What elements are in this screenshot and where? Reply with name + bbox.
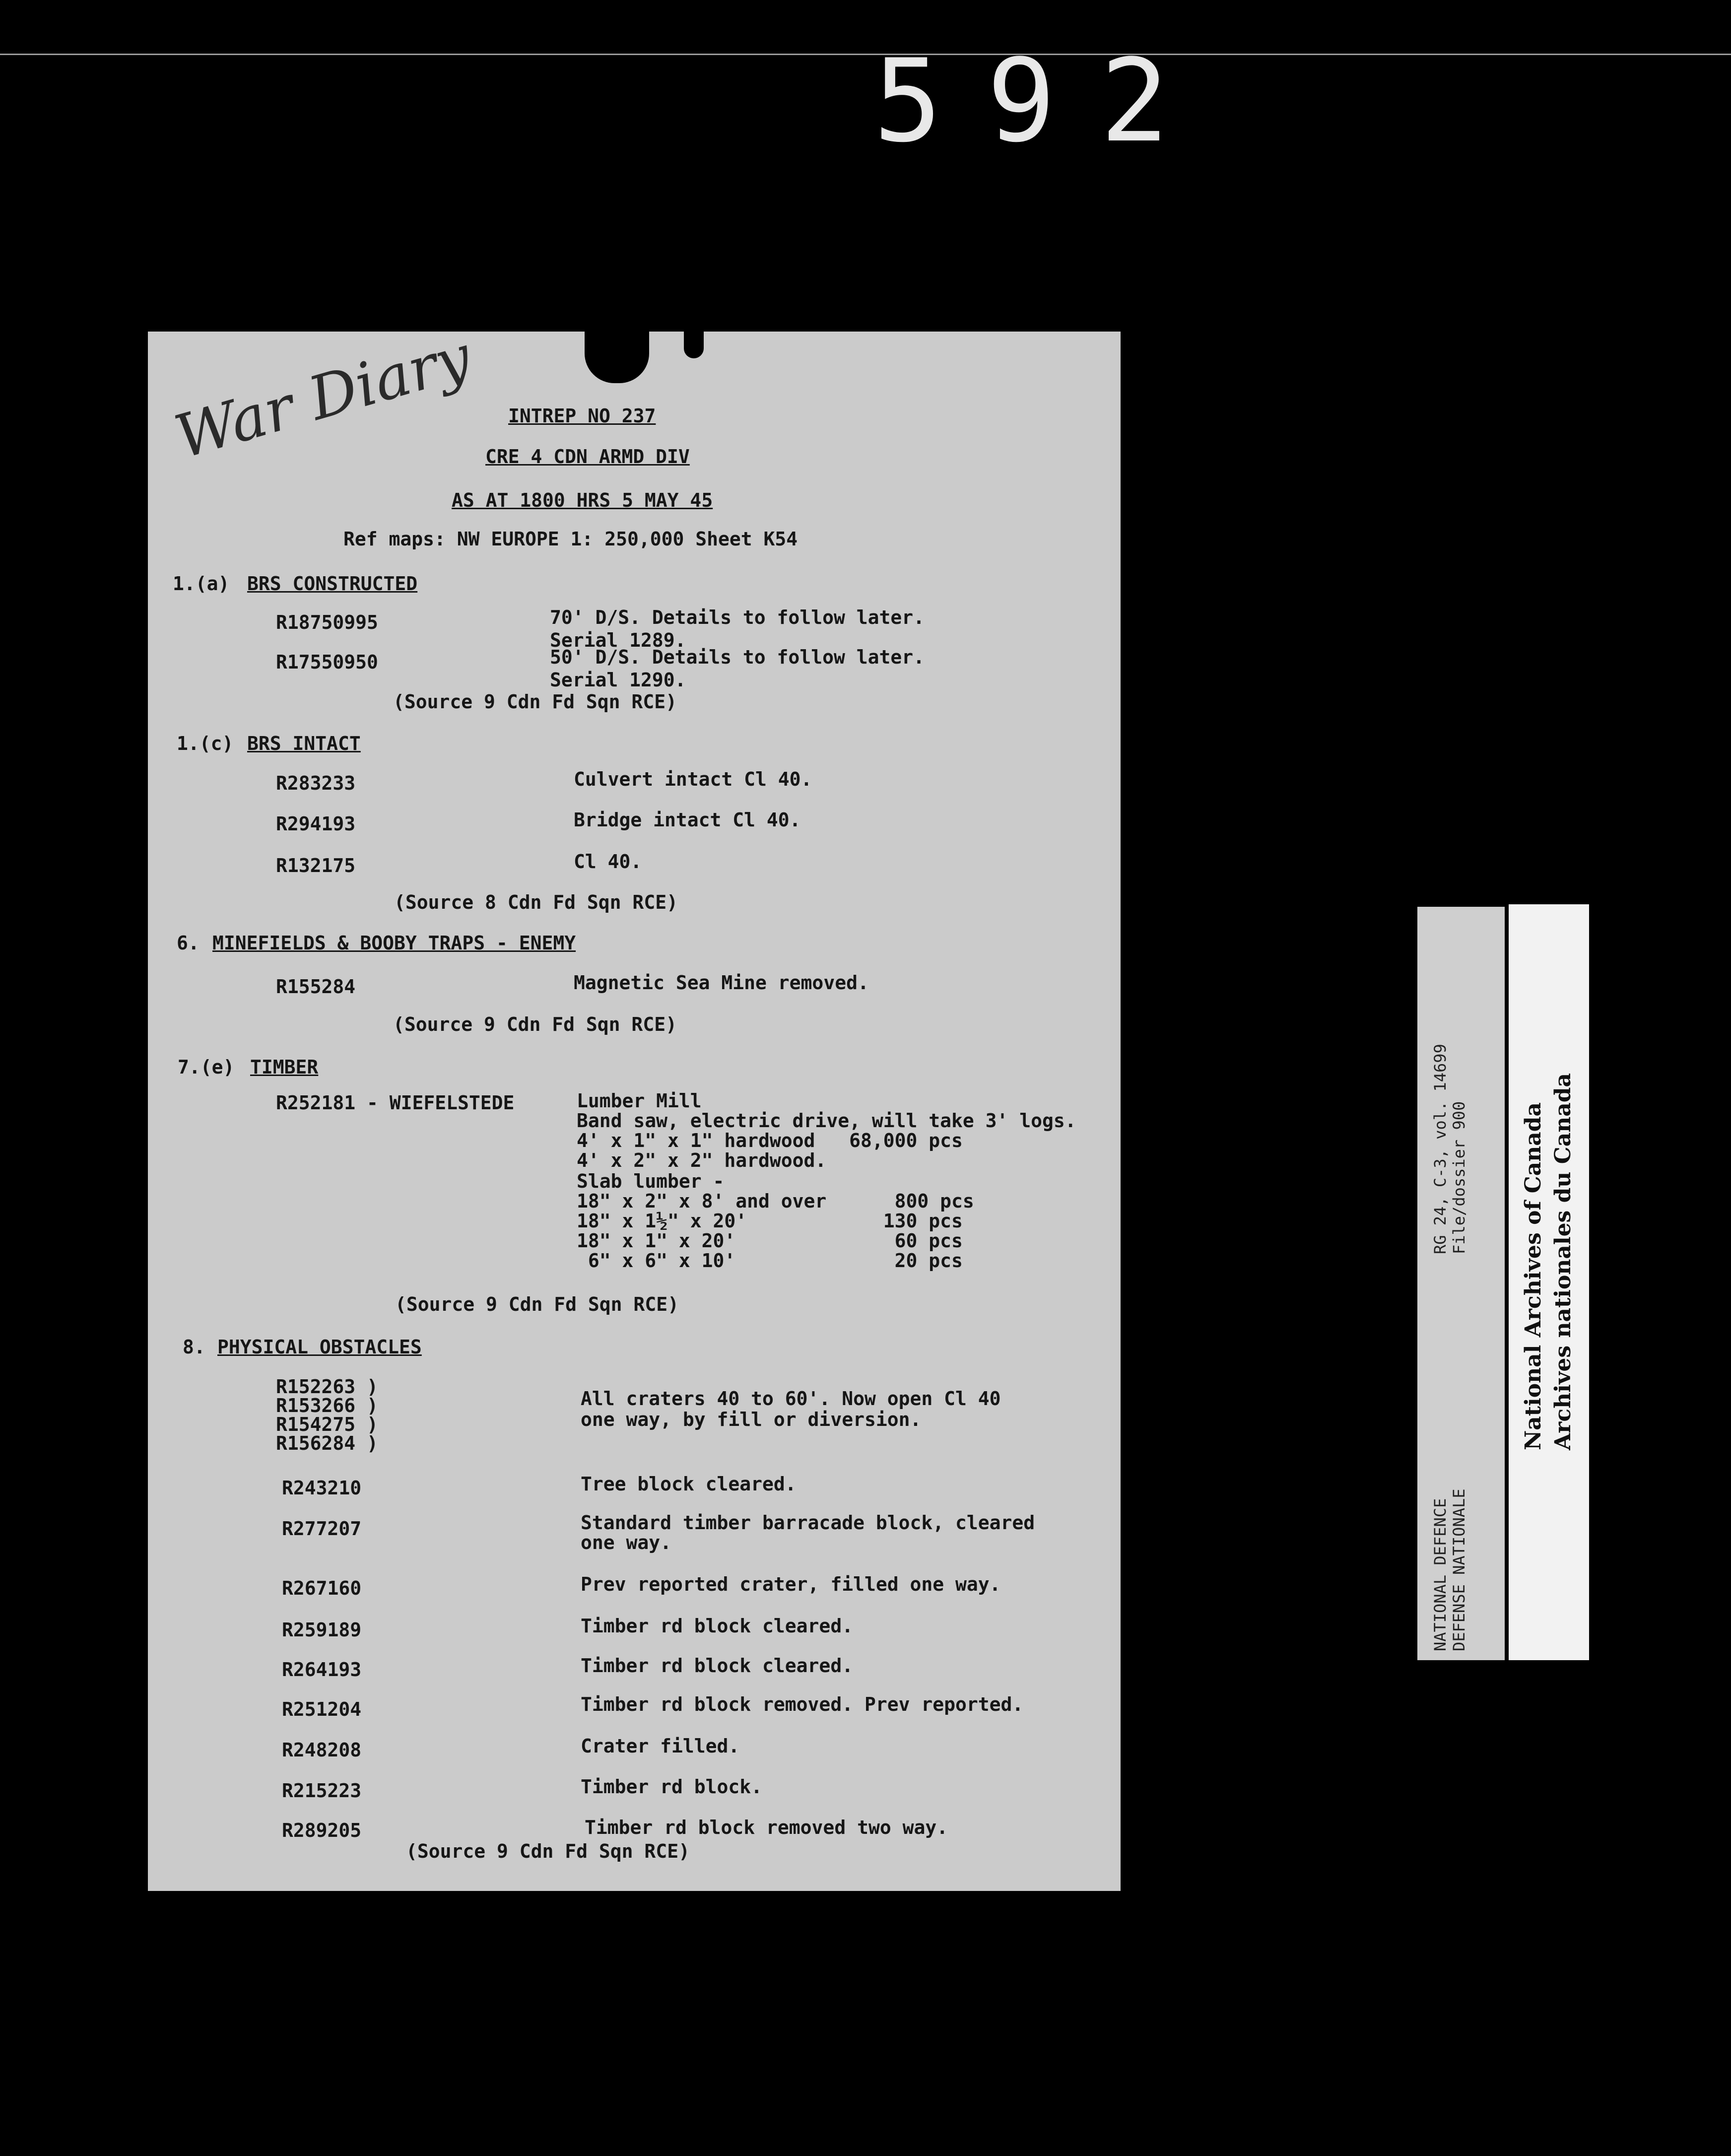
source-note: (Source 8 Cdn Fd Sqn RCE) [394,891,678,913]
grid-ref: R264193 [282,1659,362,1681]
section-title: TIMBER [250,1056,319,1078]
timber-line: 4' x 2" x 2" hardwood. [577,1149,827,1171]
timber-line: Band saw, electric drive, will take 3' logs. [577,1110,1076,1132]
entry-text: All craters 40 to 60'. Now open Cl 40 [581,1388,1001,1410]
entry-text: Timber rd block cleared. [581,1655,854,1677]
archives-label [1509,904,1589,1660]
grid-ref: R18750995 [276,611,378,633]
entry-text: Culvert intact Cl 40. [574,768,812,790]
archive-reference-line: File/dossier 900 [1450,1101,1468,1254]
torn-edge-small [684,329,704,358]
document-page [148,322,1121,1891]
entry-text: Tree block cleared. [581,1473,797,1495]
timber-line: Lumber Mill [577,1090,702,1112]
timber-line: Slab lumber - [577,1170,725,1192]
grid-ref: R248208 [282,1739,362,1761]
entry-text: one way. [581,1532,672,1553]
grid-ref: R153266 ) [276,1395,378,1416]
section-number: 1.(c) [177,733,234,754]
torn-edge [585,329,649,383]
grid-ref: R252181 - WIEFELSTEDE [276,1092,515,1114]
entry-text: Serial 1290. [550,669,686,691]
frame-number: 592 [873,35,1214,168]
entry-text: Bridge intact Cl 40. [574,809,801,831]
timber-line: 4' x 1" x 1" hardwood 68,000 pcs [577,1130,963,1151]
section-number: 8. [183,1336,205,1358]
grid-ref: R267160 [282,1577,362,1599]
source-note: (Source 9 Cdn Fd Sqn RCE) [393,691,677,713]
timber-line: 18" x 1" x 20' 60 pcs [577,1230,963,1252]
timber-line: 18" x 1½" x 20' 130 pcs [577,1210,963,1232]
grid-ref: R154275 ) [276,1414,378,1435]
section-title: BRS CONSTRUCTED [247,573,418,595]
archives-name-fr: Archives nationales du Canada [1550,1073,1576,1450]
timber-line: 6" x 6" x 10' 20 pcs [577,1250,963,1272]
grid-ref: R251204 [282,1698,362,1720]
grid-ref: R132175 [276,855,356,876]
entry-text: Standard timber barracade block, cleared [581,1512,1035,1534]
entry-text: Crater filled. [581,1735,740,1757]
entry-text: Magnetic Sea Mine removed. [574,972,869,994]
section-title: PHYSICAL OBSTACLES [217,1336,422,1358]
entry-text: Timber rd block removed. Prev reported. [581,1693,1024,1715]
entry-text: Cl 40. [574,851,642,873]
entry-text: Prev reported crater, filled one way. [581,1573,1001,1595]
archive-reference-line: RG 24, C-3, vol. 14699 [1431,1044,1450,1254]
entry-text: 50' D/S. Details to follow later. [550,646,925,668]
ref-maps: Ref maps: NW EUROPE 1: 250,000 Sheet K54 [343,528,798,550]
department-line: NATIONAL DEFENCE [1431,1498,1450,1651]
grid-ref: R152263 ) [276,1376,378,1398]
grid-ref: R259189 [282,1619,362,1641]
entry-text: 70' D/S. Details to follow later. [550,606,925,628]
section-number: 7.(e) [178,1056,235,1078]
doc-title: INTREP NO 237 [508,405,656,427]
doc-unit: CRE 4 CDN ARMD DIV [485,446,690,468]
section-number: 6. [177,932,200,954]
timber-line: 18" x 2" x 8' and over 800 pcs [577,1190,974,1212]
entry-text: Timber rd block. [581,1776,763,1798]
grid-ref: R155284 [276,976,356,998]
section-title: MINEFIELDS & BOOBY TRAPS - ENEMY [212,932,576,954]
section-title: BRS INTACT [247,733,361,754]
grid-ref: R289205 [282,1819,362,1841]
entry-text: Timber rd block cleared. [581,1615,854,1637]
handwritten-note: War Diary [168,322,478,472]
entry-text: one way, by fill or diversion. [581,1409,922,1430]
source-note: (Source 9 Cdn Fd Sqn RCE) [393,1013,677,1035]
film-edge-line [0,54,1731,55]
entry-text: Timber rd block removed two way. [585,1817,948,1838]
doc-as-at: AS AT 1800 HRS 5 MAY 45 [452,489,713,511]
archives-name-en: National Archives of Canada [1521,1102,1546,1450]
section-number: 1.(a) [173,573,230,595]
grid-ref: R283233 [276,772,356,794]
grid-ref: R215223 [282,1780,362,1802]
grid-ref: R17550950 [276,651,378,673]
department-line: DEFENSE NATIONALE [1450,1488,1468,1651]
grid-ref: R277207 [282,1518,362,1540]
grid-ref: R294193 [276,813,356,835]
grid-ref: R243210 [282,1477,362,1499]
source-note: (Source 9 Cdn Fd Sqn RCE) [395,1293,679,1315]
source-note: (Source 9 Cdn Fd Sqn RCE) [406,1840,690,1862]
grid-ref: R156284 ) [276,1432,378,1454]
archive-reference-strip [1417,907,1505,1660]
entry-text: Serial 1289. [550,629,686,651]
